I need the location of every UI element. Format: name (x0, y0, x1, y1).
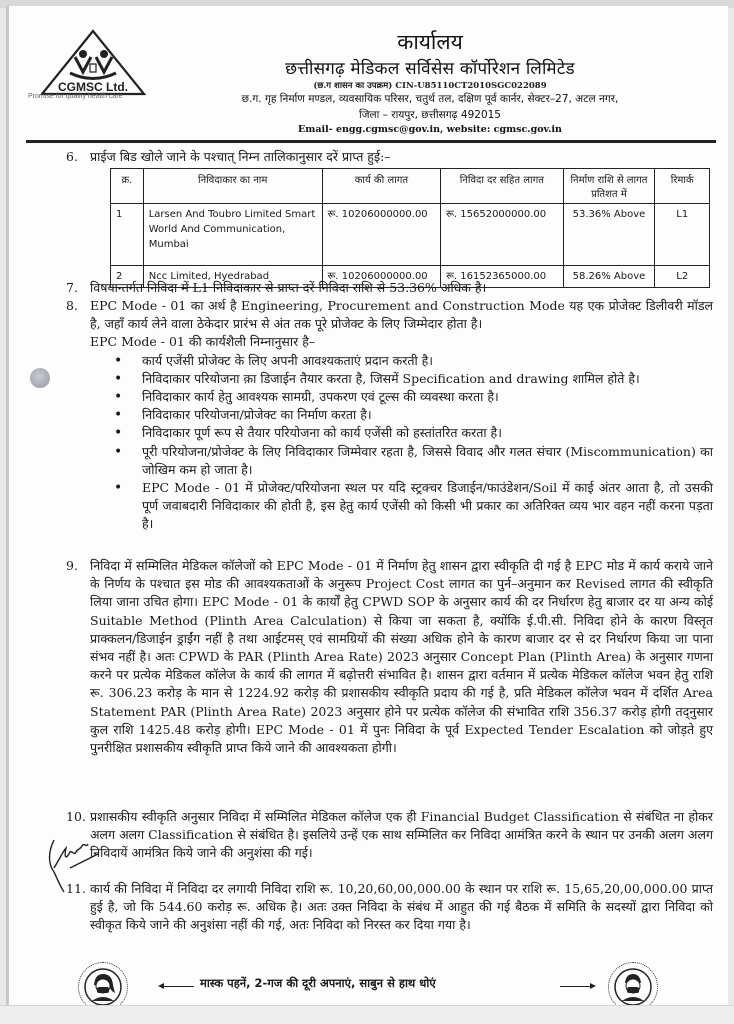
para-text: प्राईज बिड खोले जाने के पश्चात् निम्न तालिकानुसार दरें प्राप्त हुई:– (90, 149, 391, 164)
para-number: 6. (66, 149, 78, 164)
address-line-2: जिला – रायपुर, छत्तीसगढ़ 492015 (359, 109, 501, 121)
col-header-bidder: निविदाकार का नाम (143, 169, 322, 204)
col-header-work-cost: कार्य की लागत (322, 169, 440, 204)
left-arrow-icon (160, 986, 194, 987)
punch-hole (30, 368, 50, 388)
para-6 (66, 148, 713, 166)
cell-bidder: Ncc Limited, Hyedrabad (143, 266, 322, 288)
para-11 (66, 880, 713, 935)
list-item: • पूरी परियोजना/प्रोजेक्ट के लिए निविदाकार जिम्मेवार रहता है, जिससे विवाद और गलत संचार (Miscommunication) का जोखिम कम हो जाता है। (142, 443, 713, 479)
para-number: 7. (66, 280, 78, 295)
col-header-remark: रिमार्क (655, 169, 710, 204)
para-7 (66, 279, 713, 297)
bid-table (110, 168, 710, 288)
cell-sno: 1 (111, 204, 144, 266)
cell-percent: 58.26% Above (563, 266, 655, 288)
corporation-name: छत्तीसगढ़ मेडिकल सर्विसेस कॉर्पोरेशन लिमिटेड (285, 59, 575, 79)
cell-work-cost: रू. 10206000000.00 (322, 266, 440, 288)
cin-number: (छ.ग शासन का उपक्रम) CIN-U85110CT2010SGC022089 (313, 81, 547, 91)
list-item: • कार्य एजेंसी प्रोजेक्ट के लिए अपनी आवश्यकताएं प्रदान करती है। (142, 352, 713, 370)
address-line-1: छ.ग. गृह निर्माण मण्डल, व्यवसायिक परिसर, चतुर्थ तल, दक्षिण पूर्व कार्नर, सेक्टर–27, अटल नगर, (241, 93, 619, 105)
header-divider (26, 140, 716, 143)
col-header-bid-cost: निविदा दर सहित लागत (441, 169, 563, 204)
para-lead: EPC Mode - 01 की कार्यशैली निम्नानुसार है– (90, 334, 316, 350)
cell-bid-cost: रू. 15652000000.00 (441, 204, 563, 266)
para-text: प्रशासकीय स्वीकृति अनुसार निविदा में सम्मिलित मेडिकल कॉलेज एक ही Financial Budget Classification से संबंधित ना होकर अलग अलग Classification से संबंधित है। इसलिये उन्हें एक साथ सम्मिलित कर निविदा आमंत्रित करने के स्थान पर उनकी अलग अलग निविदायें आमंत्रित किये जाने की अनुशंसा की गई। (90, 809, 713, 861)
cell-bidder: Larsen And Toubro Limited Smart World And Communication, Mumbai (143, 204, 322, 266)
para-text: कार्य की निविदा में निविदा दर लगायी निविदा राशि रू. 10,20,60,00,000.00 के स्थान पर राशि रू. 15,65,20,00,000.00 प्राप्त हुई है, जो कि 544.60 करोड़ रू. अधिक है। अतः उक्त निविदा के संबंध में आहुत की गई बैठक में समिति के सदस्यों द्वारा निविदा को स्वीकृत किये जाने की अनुशंसा नहीं की गई, अतः निविदा को निरस्त कर दिया गया है। (90, 881, 713, 933)
table-row (111, 204, 710, 266)
para-number: 8. (66, 298, 78, 313)
list-item: • निविदाकार परियोजना/प्रोजेक्ट का निर्माण करता है। (142, 406, 713, 424)
col-header-percent: निर्माण राशि से लागत प्रतिशत में (563, 169, 655, 204)
para-8 (66, 297, 713, 534)
list-item: • EPC Mode - 01 में प्रोजेक्ट/परियोजना स्थल पर यदि स्ट्रक्चर डिजाईन/फाउंडेशन/Soil में काई अंतर आता है, तो उसकी पूर्ण जवाबदारी निविदाकार की होती है, इस हेतु कार्य एजेंसी को किसी भी प्रकार का अतिरिक्त व्यय भार वहन नहीं करना पड़ता है। (142, 479, 713, 534)
cgmsc-logo-icon (38, 28, 148, 100)
cell-remark: L1 (655, 204, 710, 266)
para-text: निविदा में सम्मिलित मेडिकल कॉलेजों को EPC Mode - 01 में निर्माण हेतु शासन द्वारा स्वीकृति दी गई है EPC मोड में कार्य कराये जाने के निर्णय के पश्चात इस मोड की आवश्यकताओं के अनुरूप Project Cost लागत का पुर्न–अनुमान कर Revised लागत की स्वीकृति लिया जाना उचित होगा। EPC Mode - 01 के कार्यों हेतु CPWD SOP के अनुसार कार्य की दर निर्धारण हेतु बाजार दर या अन्य कोई Suitable Method (Plinth Area Calculation) से किया जा सकता है, क्योंकि ई.पी.सी. निविदा होने के कारण विस्तृत प्राक्कलन/डिजाईन ड्राईंग नहीं है तथा आईटमस् एवं सामग्रियों की संख्या अधिक होने के कारण बाजार दर से दर निर्धारण किया जा पाना संभव नहीं है। अतः CPWD के PAR (Plinth Area Rate) 2023 अनुसार Concept Plan (Plinth Area) के अनुसार गणना करने पर प्रत्येक मेडिकल कॉलेज के कार्य की लागत में बढ़ोत्तरी संभावित है। शासन द्वारा वर्तमान में प्रत्येक मेडिकल कॉलेज भवन हेतु राशि रू. 306.23 करोड़ के मान से 1224.92 करोड़ की प्रशासकीय स्वीकृति प्रदाय की गई है, प्रति मेडिकल कॉलेज भवन में दर्शित Area Statement PAR (Plinth Area Rate) 2023 अनुसार होने पर प्रत्येक कॉलेज की संभावित राशि 356.37 करोड़ होगी तद्‌नुसार कुल राशि 1425.48 करोड़ होगी। EPC Mode - 01 में पुनः निविदा के पूर्व Expected Tender Escalation को जोड़ते हुए पुनरीक्षित प्रशासकीय स्वीकृति प्राप्त किये जाने की आवश्यकता होगी। (90, 558, 713, 756)
cell-remark: L2 (655, 266, 710, 288)
office-title: कार्यालय (397, 30, 463, 54)
para-text: विषयान्तर्गत निविदा में L1 निविदाकार से प्राप्त दरें निविदा राशि से 53.36% अधिक है। (90, 280, 487, 295)
table-header-row (111, 169, 710, 204)
para-number: 9. (66, 558, 78, 573)
scan-bottom-shadow (0, 1005, 734, 1024)
svg-text:CGMSC Ltd.: CGMSC Ltd. (58, 80, 128, 94)
para-9 (66, 557, 713, 757)
epc-bullet-list (90, 352, 713, 534)
cell-work-cost: रू. 10206000000.00 (322, 204, 440, 266)
para-number: 11. (66, 881, 86, 896)
para-number: 10. (66, 809, 86, 824)
footer-banner (0, 968, 734, 1008)
contact-line: Email- engg.cgmsc@gov.in, website: cgmsc.gov.in (298, 124, 562, 135)
covid-slogan: मास्क पहनें, 2-गज की दूरी अपनाएं, साबुन से हाथ धोएं (200, 976, 436, 990)
para-10 (66, 808, 713, 863)
list-item: • निविदाकार परियोजना क़ा डिजाईन तैयार करता है, जिसमें Specification and drawing शामिल होते है। (142, 370, 713, 388)
logo-tagline: Promise for quality health care (28, 93, 123, 100)
cell-bid-cost: रू. 16152365000.00 (441, 266, 563, 288)
cell-sno: 2 (111, 266, 144, 288)
col-header-sno: क्र. (111, 169, 144, 204)
para-text: EPC Mode - 01 का अर्थ है Engineering, Procurement and Construction Mode यह एक प्रोजेक्ट डिलीवरी मॉडल है, जहाँ कार्य लेने वाला ठेकेदार प्रारंभ से अंत तक पूरे प्रोजेक्ट के लिए जिम्मेदार होता है। (90, 298, 713, 332)
cell-percent: 53.36% Above (563, 204, 655, 266)
right-arrow-icon (560, 986, 594, 987)
list-item: • निविदाकार कार्य हेतु आवश्यक सामग्री, उपकरण एवं टूल्स की व्यवस्था करता है। (142, 388, 713, 406)
list-item: • निविदाकार पूर्ण रूप से तैयार परियोजना को कार्य एजेंसी को हस्तांतरित करता है। (142, 424, 713, 442)
